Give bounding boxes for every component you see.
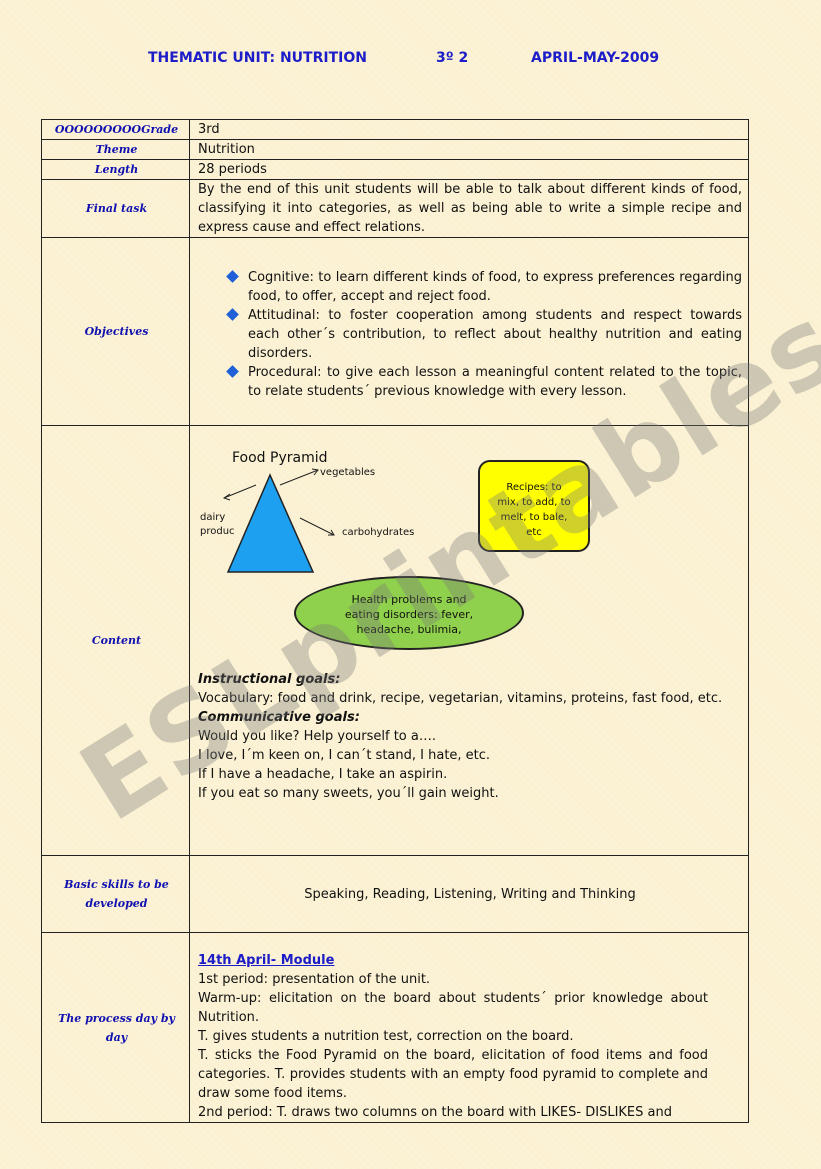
label-carbohydrates: carbohydrates xyxy=(342,527,415,538)
diamond-bullet-icon xyxy=(226,270,239,283)
objective-item xyxy=(228,363,742,401)
length-value: 28 periods xyxy=(190,160,749,180)
process-line: 1st period: presentation of the unit. xyxy=(198,972,431,987)
recipes-line: etc xyxy=(526,527,542,538)
diamond-bullet-icon xyxy=(226,308,239,321)
process-label: The process day by day xyxy=(42,933,190,1123)
row-skills xyxy=(42,856,749,933)
row-theme xyxy=(42,140,749,160)
objective-item xyxy=(228,268,742,306)
row-objectives xyxy=(42,238,749,426)
label-dairy-produce: produc xyxy=(200,526,235,537)
row-grade xyxy=(42,120,749,140)
skills-value: Speaking, Reading, Listening, Writing and Thinking xyxy=(190,856,749,933)
objectives-label: Objectives xyxy=(42,238,190,426)
instructional-goals-heading: Instructional goals: xyxy=(198,672,341,687)
food-pyramid-diagram xyxy=(198,430,750,670)
row-process xyxy=(42,933,749,1123)
theme-value: Nutrition xyxy=(190,140,749,160)
communicative-line: I love, I´m keen on, I can´t stand, I hate, etc. xyxy=(198,748,491,763)
group-label: 3º 2 xyxy=(436,50,469,66)
recipes-line: mix, to add, to xyxy=(497,497,571,508)
final-task-label: Final task xyxy=(42,180,190,238)
row-length xyxy=(42,160,749,180)
health-problems-ellipse xyxy=(294,576,524,650)
process-cell xyxy=(190,933,749,1123)
arrow-carbohydrates xyxy=(300,518,334,535)
recipes-line: melt, to bale, xyxy=(500,512,568,523)
label-dairy: dairy xyxy=(200,512,226,523)
grade-value: 3rd xyxy=(190,120,749,140)
recipes-line: Recipes: to xyxy=(506,482,562,493)
recipes-box xyxy=(478,460,590,552)
instructional-goals-text: Vocabulary: food and drink, recipe, vegetarian, vitamins, proteins, fast food, etc. xyxy=(198,691,723,706)
health-line: eating disorders: fever, xyxy=(344,608,474,621)
length-label: Length xyxy=(42,160,190,180)
objective-item xyxy=(228,306,742,363)
arrow-vegetables xyxy=(280,470,318,485)
objective-text: Cognitive: to learn different kinds of food, to express preferences regarding food, to offer, accept and reject food. xyxy=(248,270,742,304)
communicative-line: Would you like? Help yourself to a…. xyxy=(198,729,436,744)
final-task-value: By the end of this unit students will be able to talk about different kinds of food, classifying it into categories, as well as being able to write a simple recipe and express cause and effect relations. xyxy=(190,180,749,238)
health-line: Health problems and xyxy=(351,593,467,606)
process-line: T. sticks the Food Pyramid on the board, elicitation of food items and food categories. T. provides students with an empty food pyramid to complete and draw some food items. xyxy=(198,1048,708,1101)
health-line: headache, bulimia, xyxy=(356,623,462,636)
objective-text: Attitudinal: to foster cooperation among students and respect towards each other´s contribution, to reflect about healthy nutrition and eating disorders. xyxy=(248,308,742,361)
communicative-goals-heading: Communicative goals: xyxy=(198,710,360,725)
content-cell xyxy=(190,426,749,856)
theme-label: Theme xyxy=(42,140,190,160)
communicative-line: If you eat so many sweets, you´ll gain weight. xyxy=(198,786,499,801)
objectives-cell xyxy=(190,238,749,426)
row-content xyxy=(42,426,749,856)
unit-table xyxy=(41,119,749,1123)
grade-label: OOOOOOOOOGrade xyxy=(42,120,190,140)
unit-title: THEMATIC UNIT: NUTRITION xyxy=(148,50,367,66)
pyramid-triangle xyxy=(228,475,313,572)
process-line: 2nd period: T. draws two columns on the board with LIKES- DISLIKES and xyxy=(198,1105,672,1120)
arrow-dairy xyxy=(224,485,256,498)
date-range: APRIL-MAY-2009 xyxy=(531,50,660,66)
pyramid-title: Food Pyramid xyxy=(232,450,328,466)
objectives-list xyxy=(198,268,742,401)
process-day-heading: 14th April- Module xyxy=(198,953,335,968)
objective-text: Procedural: to give each lesson a meaningful content related to the topic, to relate students´ previous knowledge with every lesson. xyxy=(248,365,742,399)
diamond-bullet-icon xyxy=(226,365,239,378)
skills-label: Basic skills to be developed xyxy=(42,856,190,933)
process-line: Warm-up: elicitation on the board about students´ prior knowledge about Nutrition. xyxy=(198,991,708,1025)
page-title xyxy=(0,50,821,70)
communicative-line: If I have a headache, I take an aspirin. xyxy=(198,767,448,782)
content-label: Content xyxy=(42,426,190,856)
process-line: T. gives students a nutrition test, correction on the board. xyxy=(198,1029,574,1044)
row-final-task xyxy=(42,180,749,238)
label-vegetables: vegetables xyxy=(320,467,376,478)
